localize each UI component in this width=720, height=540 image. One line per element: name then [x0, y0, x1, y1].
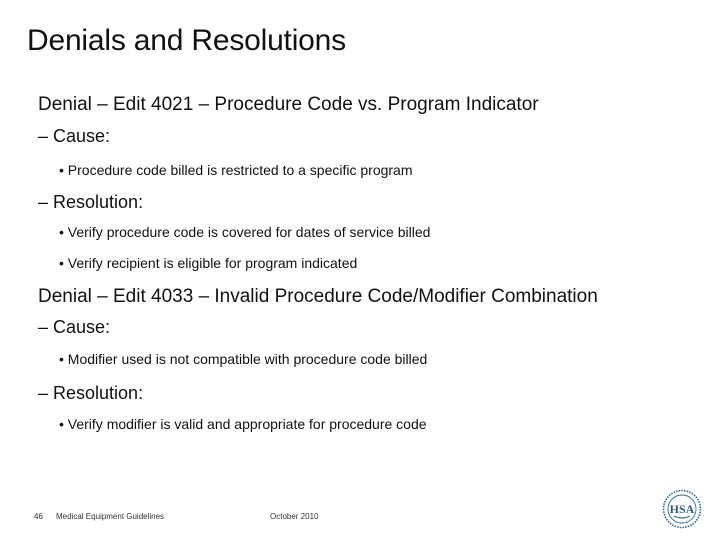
svg-text:HSA: HSA	[669, 502, 695, 516]
cause-bullet-4033-1: • Modifier used is not compatible with procedure code billed	[59, 351, 428, 367]
resolution-label-4033: – Resolution:	[38, 383, 144, 403]
denial-heading-4033: Denial – Edit 4033 – Invalid Procedure Code/Modifier Combination	[38, 286, 598, 307]
denial-heading-4021: Denial – Edit 4021 – Procedure Code vs. Program Indicator	[38, 94, 539, 115]
resolution-bullet-4021-1: • Verify procedure code is covered for dates of service billed	[59, 224, 431, 240]
slide-title: Denials and Resolutions	[27, 24, 346, 57]
cause-bullet-4021-1: • Procedure code billed is restricted to a specific program	[59, 162, 413, 178]
resolution-bullet-4021-2: • Verify recipient is eligible for program indicated	[59, 255, 358, 271]
cause-label-4021: – Cause:	[38, 126, 111, 146]
resolution-label-4021: – Resolution:	[38, 192, 144, 212]
footer-page-number: 46	[34, 512, 43, 521]
cause-label-4033: – Cause:	[38, 317, 111, 337]
resolution-bullet-4033-1: • Verify modifier is valid and appropriate for procedure code	[59, 416, 427, 432]
footer-document-name: Medical Equipment Guidelines	[56, 512, 165, 521]
hsa-seal-logo	[662, 489, 702, 529]
footer-date: October 2010	[270, 512, 319, 521]
